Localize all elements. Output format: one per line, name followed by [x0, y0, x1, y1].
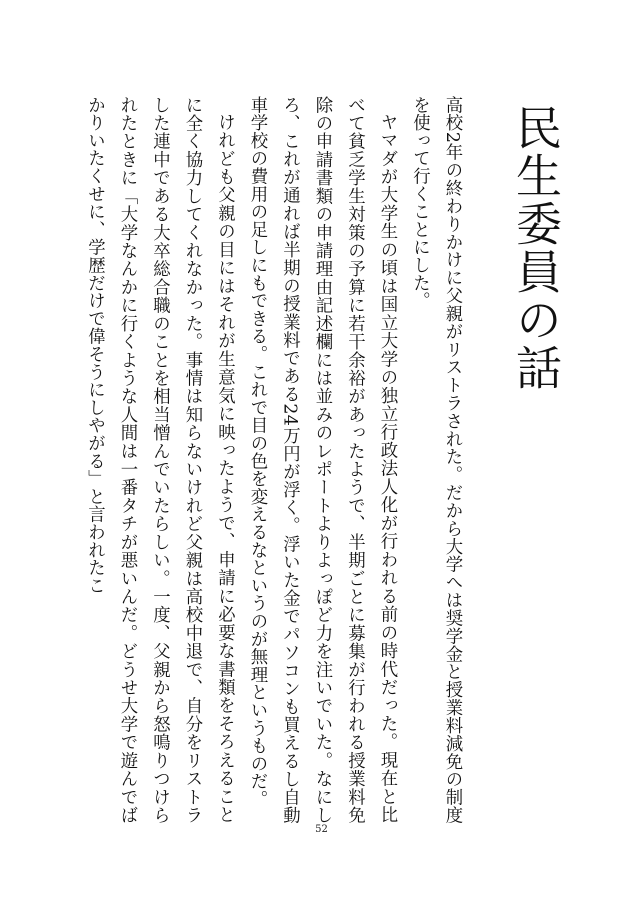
- paragraph: 高校2年の終わりかけに父親がリストラされた。だから大学へは奨学金と授業料減免の制度を使って行くことにした。: [409, 96, 462, 824]
- body-text: [84, 96, 468, 824]
- chapter-title: 民生委員の話: [509, 104, 563, 392]
- paragraph: ヤマダが大学生の頃は国立大学の独立行政法人化が行われる前の時代だった。現在と比べて貧乏学生対策の予算に若干余裕があったようで、半期ごとに募集が行われる授業料免除の申請書類の申請理由記述欄には並みのレポートよりよっぽど力を注いでいた。なにしろ、これが通れば半期の授業料である24万円が浮く。浮いた金でパソコンも買えるし自動車学校の費用の足しにもできる。これで目の色を変えるなというのが無理というものだ。: [247, 96, 397, 824]
- paragraph: けれども父親の目にはそれが生意気に映ったようで、申請に必要な書類をそろえることに全く協力してくれなかった。事情は知らないけれど父親は高校中退で、自分をリストラした連中である大卒総合職のことを相当憎んでいたらしい。一度、父親から怒鳴りつけられたときに「大学なんかに行くような人間は一番タチが悪いんだ。どうせ大学で遊んでばかりいたくせに、学歴だけで偉そうにしやがる」と言われたこ: [84, 96, 235, 824]
- page-number: 52: [315, 824, 328, 835]
